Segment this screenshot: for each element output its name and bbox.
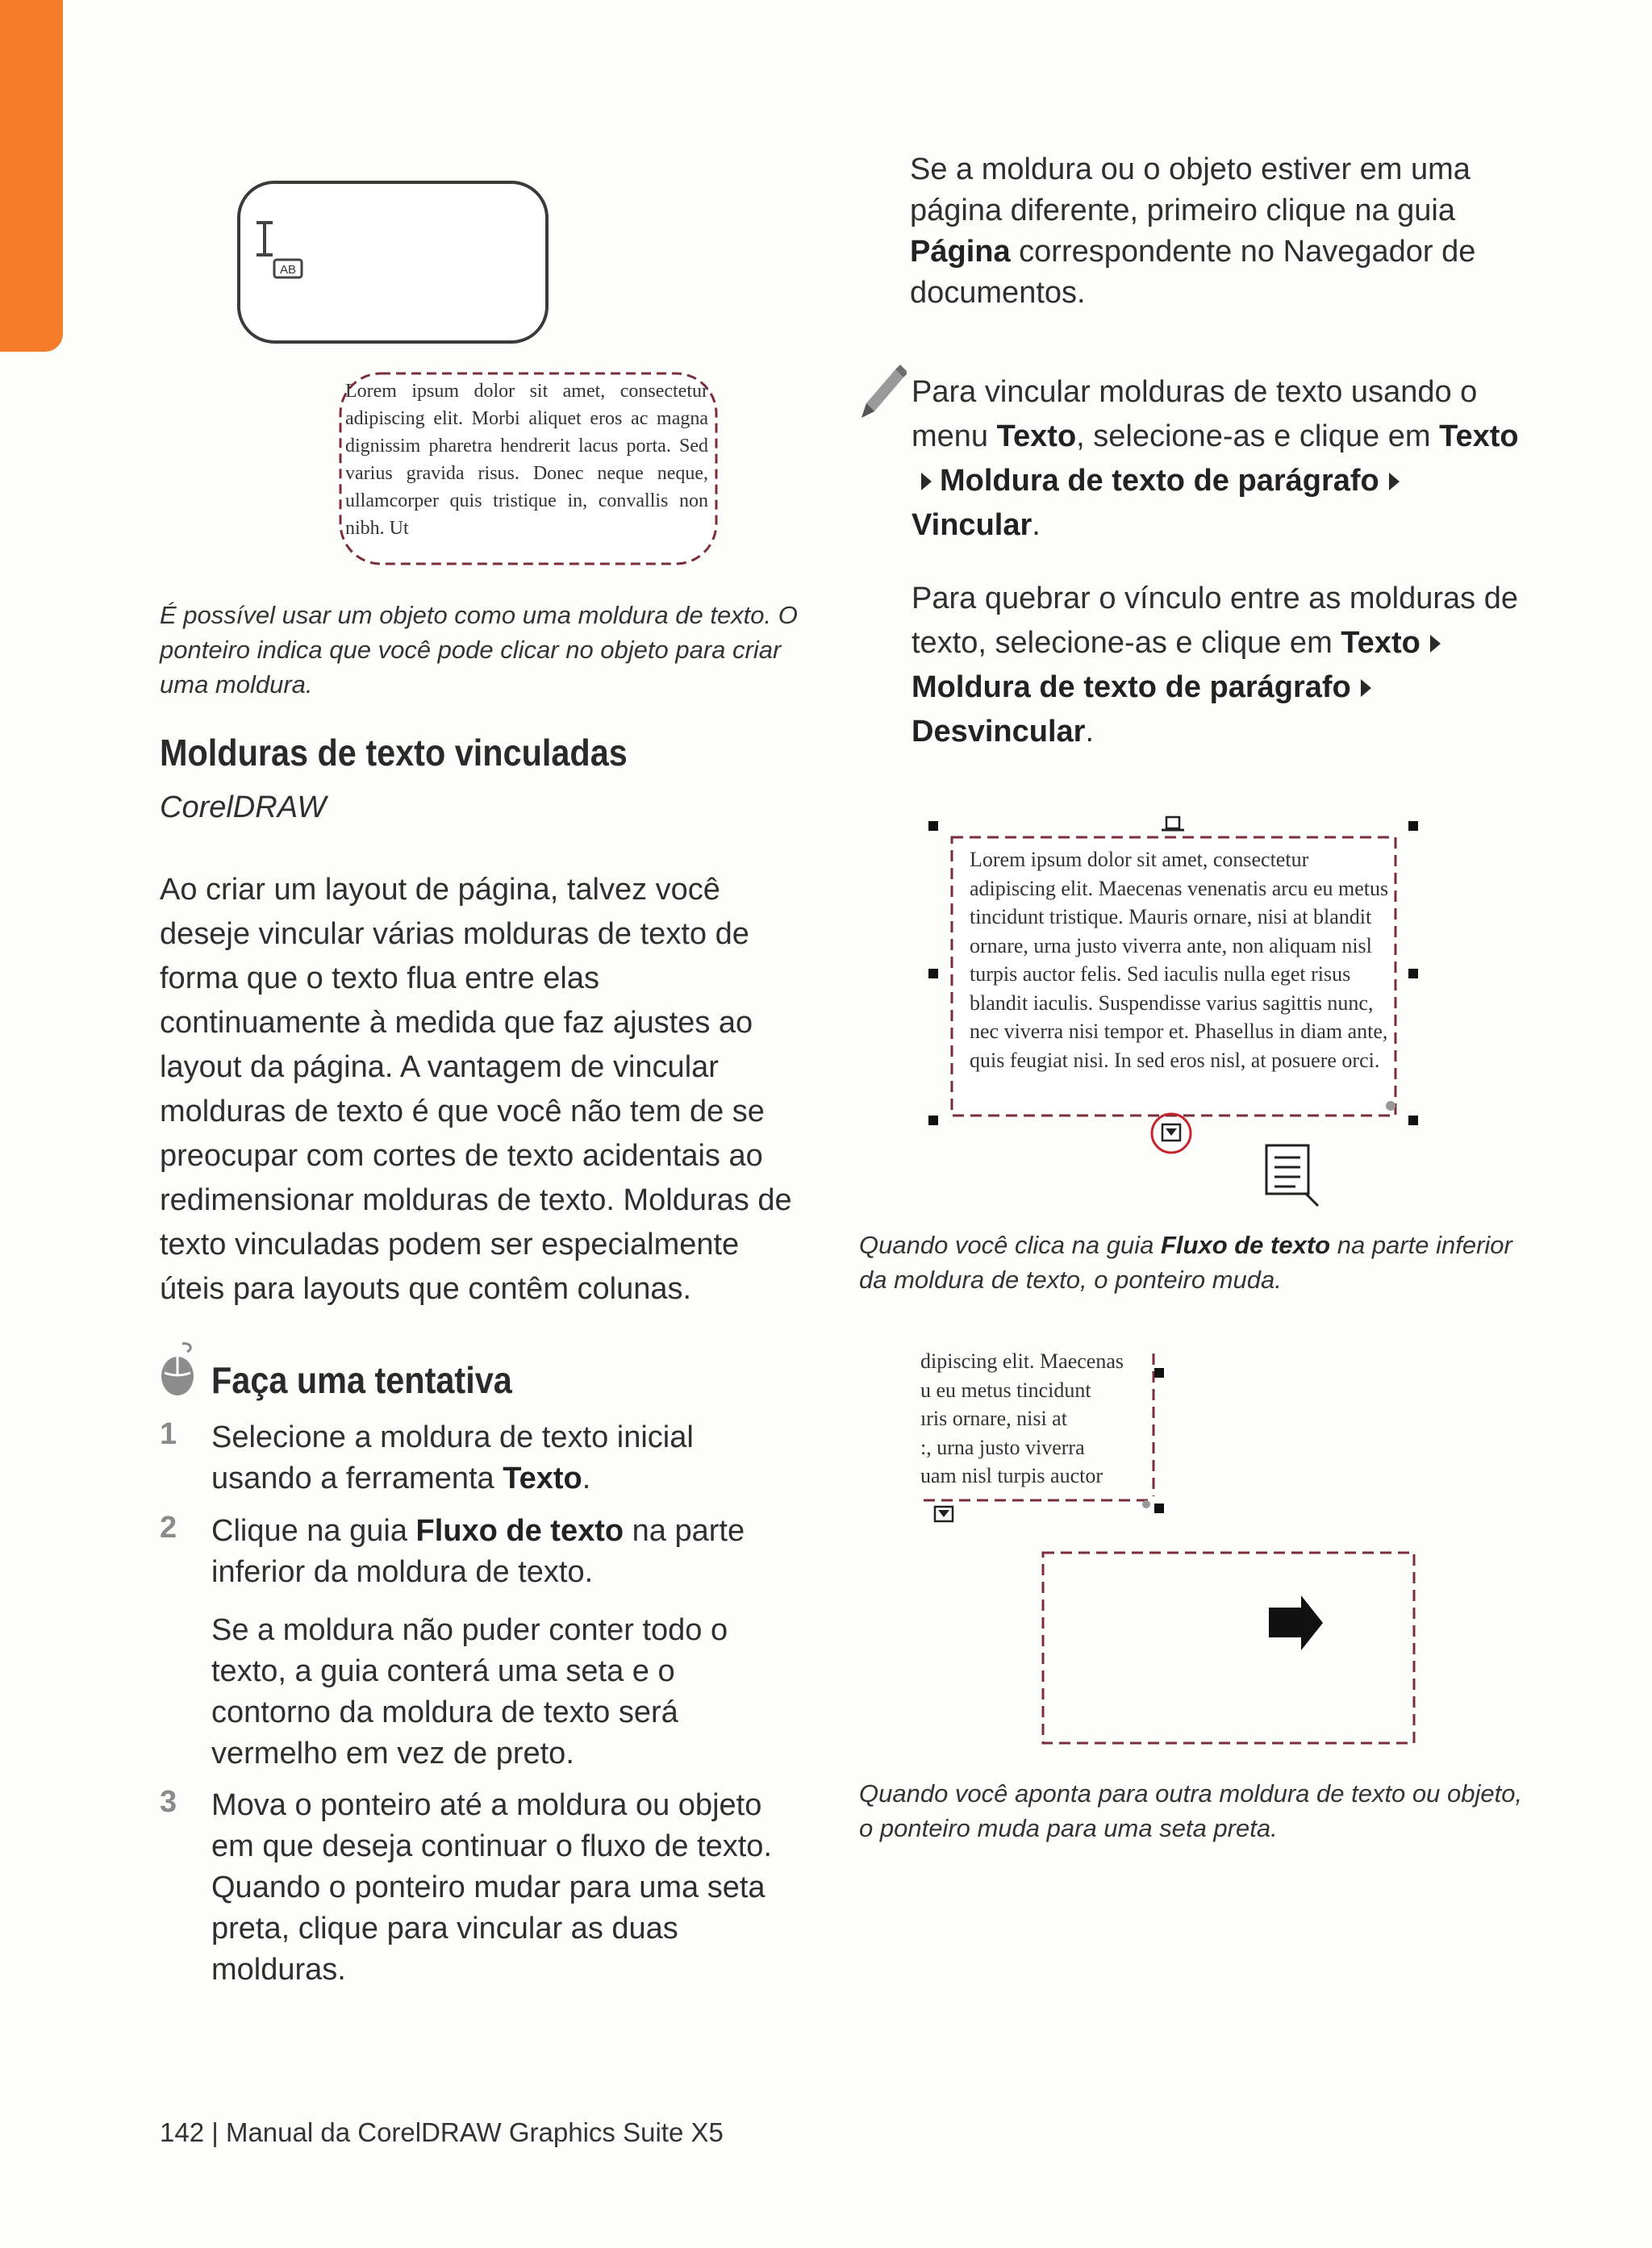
pencil-icon [855, 365, 907, 423]
unlink-text: . [1085, 715, 1095, 749]
figure-caption: É possível usar um objeto como uma moldura de texto. O ponteiro indica que você pode clicar no objeto para criar uma moldura. [160, 601, 798, 699]
triangle-right-icon [921, 473, 932, 490]
linked-frame-figure [920, 811, 1420, 1214]
menu-name: Texto [996, 419, 1077, 453]
step-3-text: Mova o ponteiro até a moldura ou objeto em que deseja continuar o fluxo de texto. Quando o ponteiro mudar para uma seta preta, clique para vincular as duas molduras. [211, 1788, 773, 1987]
page-tab-paragraph [910, 149, 1519, 314]
para-bold: Página [910, 235, 1011, 269]
step-number: 2 [160, 1511, 177, 1545]
text-line: u eu metus tincidunt [920, 1378, 1091, 1402]
page-footer: 142 | Manual da CorelDRAW Graphics Suite X5 [160, 2117, 724, 2147]
menu-path-item: Vincular [912, 508, 1032, 542]
step-number: 3 [160, 1785, 177, 1819]
para-text: correspondente no Navegador de documentos. [910, 235, 1476, 310]
text-flow-pointer-icon [1266, 1145, 1318, 1206]
intro-paragraph: Ao criar um layout de página, talvez você deseje vincular várias molduras de texto de forma que o texto flua entre elas continuamente à medida que faz ajustes ao layout da página. A vantagem de vincular molduras de texto é que você não tem de se preocupar com cortes de texto acidentais ao redimensionar molduras de texto. Molduras de texto vinculadas podem ser especialmente úteis para layouts que contêm colunas. [160, 873, 792, 1306]
tip-text: Para vincular molduras de texto usando o menu [912, 375, 1478, 453]
step-text: Selecione a moldura de texto inicial usando a ferramenta [211, 1420, 694, 1495]
menu-path-item: Moldura de texto de parágrafo [912, 670, 1351, 704]
step-1-text [211, 1417, 800, 1499]
step-number: 1 [160, 1417, 177, 1451]
menu-path-item: Texto [1341, 626, 1420, 660]
caption-bold: Fluxo de texto [1160, 1231, 1331, 1259]
text-line: dipiscing elit. Maecenas [920, 1349, 1124, 1373]
unlink-text: Para quebrar o vínculo entre as molduras de texto, selecione-as e clique em [912, 582, 1518, 660]
figure-caption [859, 1228, 1529, 1297]
section-subtitle: CorelDRAW [160, 790, 327, 824]
figure-caption: Quando você aponta para outra moldura de texto ou objeto, o ponteiro muda para uma seta preta. [859, 1779, 1523, 1842]
triangle-right-icon [1430, 635, 1441, 653]
link-target-figure [916, 1339, 1432, 1750]
menu-path-item: Desvincular [912, 715, 1086, 749]
triangle-right-icon [1389, 473, 1400, 490]
object-frame-text: Lorem ipsum dolor sit amet, consectetur adipiscing elit. Morbi aliquet eros ac magna dignissim pharetra hendrerit lacus porta. Sed varius gravida risus. Donec neque neque, ullamcorper quis tristique in, convallis non nibh. Ut [345, 381, 708, 539]
tip-text: , selecione-as e clique em [1076, 419, 1440, 453]
frame-text: Lorem ipsum dolor sit amet, consectetur adipiscing elit. Maecenas venenatis arcu eu metus tincidunt tristique. Mauris ornare, nisi at blandit ornare, urna justo viverra ante, non aliquam nisl turpis auctor felis. Sed iaculis nulla eget risus blandit iaculis. Suspendisse varius sagittis nunc, nec viverra nisi tempor et. Phasellus in diam ante, quis feugiat nisi. In sed eros nisl, at posuere orci. [970, 848, 1389, 1072]
step-2-text [211, 1511, 792, 1593]
text-line: uam nisl turpis auctor [920, 1464, 1103, 1487]
partial-frame-text [920, 1347, 1153, 1491]
caption-text: na parte inferior da moldura de texto, o ponteiro muda. [859, 1231, 1512, 1294]
chapter-tab [0, 0, 63, 352]
step-bold: Fluxo de texto [415, 1514, 624, 1548]
text-line: ıris ornare, nisi at [920, 1407, 1067, 1430]
tip-paragraph [912, 370, 1525, 548]
unlink-paragraph [912, 577, 1525, 754]
step-text: na parte inferior da moldura de texto. [211, 1514, 745, 1589]
step-text: . [582, 1462, 591, 1495]
text-line: :, urna justo viverra [920, 1435, 1085, 1459]
step-bold: Texto [503, 1462, 582, 1495]
try-heading: Faça uma tentativa [211, 1359, 512, 1401]
text-in-object-figure [337, 370, 720, 567]
para-text: Se a moldura ou o objeto estiver em uma página diferente, primeiro clique na guia [910, 152, 1471, 227]
mouse-icon [158, 1341, 200, 1399]
caption-text: Quando você clica na guia [859, 1231, 1161, 1259]
step-text: Clique na guia [211, 1514, 416, 1548]
tip-text: . [1032, 508, 1041, 542]
section-title: Molduras de texto vinculadas [160, 732, 628, 774]
rounded-object-figure [234, 177, 557, 347]
menu-path-item: Texto [1439, 419, 1519, 453]
svg-text:AB: AB [279, 263, 297, 277]
menu-path-item: Moldura de texto de parágrafo [940, 464, 1379, 498]
triangle-right-icon [1361, 679, 1371, 697]
arrow-right-icon [1269, 1595, 1323, 1650]
step-2-note: Se a moldura não puder conter todo o texto, a guia conterá uma seta e o contorno da moldura de texto será vermelho em vez de preto. [211, 1613, 728, 1770]
